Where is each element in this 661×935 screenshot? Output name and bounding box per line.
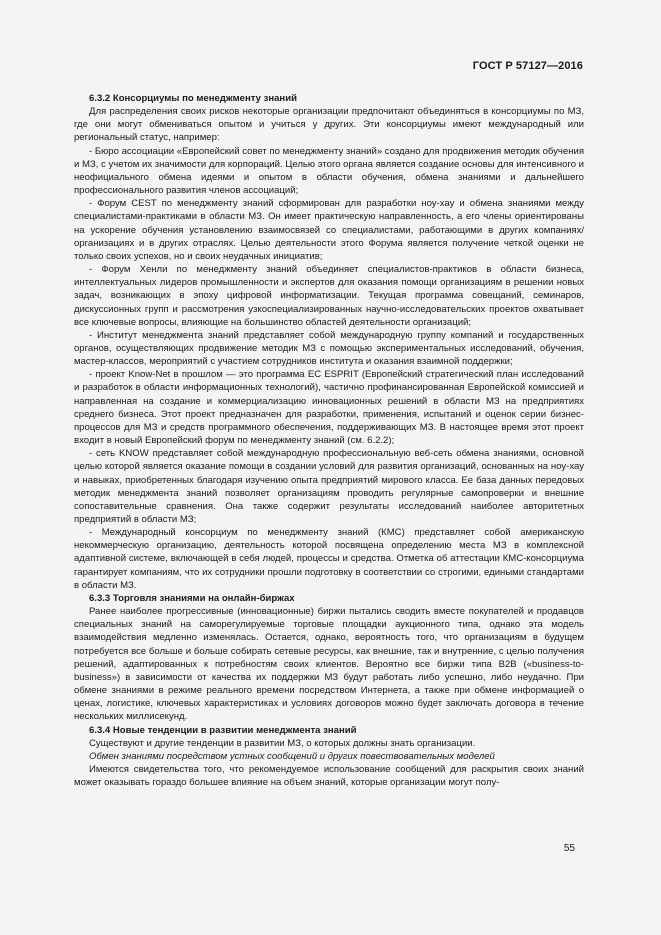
paragraph: Ранее наиболее прогрессивные (инновационные) биржи пытались сводить вместе покупателей и продавцов специальных знаний на саморегулируемые торговые площадки аукционного типа, однако эта модель взаимодействия медленно изменялась. Остается, однако, вероятность того, что организациям в будущем потребуется все больше и больше собирать сетевые ресурсы, как внешние, так и внутренние, с целью получения решений, адаптированных к потребностям своих клиентов. Вероятно все биржи типа B2B («business-to-business») в зависимости от качества их поддержки МЗ будут работать либо успешно, либо неудачно. При обмене знаниями в режиме реального времени посредством Интернета, а также при обмене информацией о ценах, логистике, ключевых характеристиках и условиях договоров можно будет заключать договора в течение нескольких миллисекунд.	[74, 606, 584, 723]
italic-subheading: Обмен знаниями посредством устных сообщений и других повествовательных моделей	[89, 750, 495, 762]
page-number: 55	[563, 843, 575, 854]
paragraph: Для распределения своих рисков некоторые организации предпочитают объединяться в консорциумы по МЗ, где они могут обмениваться опытом и учиться у других. Эти консорциумы имеют международный или региональный статус, например:	[74, 106, 584, 144]
paragraph: - Форум Хенли по менеджменту знаний объединяет специалистов-практиков в области бизнеса, интеллектуальных лидеров промышленности и экспертов для оказания помощи организациям в решении новых задач, возникающих в эпоху цифровой информатизации. Текущая программа совещаний, семинаров, дискуссионных групп и рассмотрения узкоспециализированных научно-исследовательских проектов охватывает все ключевые вопросы, влияющие на большинство областей деятельности организаций;	[74, 264, 584, 328]
paragraph: - Институт менеджмента знаний представляет собой международную группу компаний и государственных органов, осуществляющих продвижение методик МЗ с помощью экспериментальных исследований, обучения, мастер-классов, мероприятий с участием сотрудников института и оказания взаимной поддержки;	[74, 329, 584, 368]
paragraph: - Форум CEST по менеджменту знаний сформирован для разработки ноу-хау и обмена знаниями между специалистами-практиками в области МЗ. Он имеет практическую направленность, а его члены ориентированы на ускорение обучения установлению взаимосвязей со специалистами, работающими в других компаниях/организациях и в других отраслях. Целью деятельности этого Форума является получение четкой оценки не только своих успехов, но и своих неудачных инициатив;	[74, 198, 584, 262]
paragraph: Существуют и другие тенденции в развитии МЗ, о которых должны знать организации.	[89, 737, 476, 749]
paragraph: - Международный консорциум по менеджменту знаний (КМС) представляет собой американскую некоммерческую организацию, деятельность которой посвящена определению места МЗ в комплексной адаптивной системе, включающей в себя людей, процессы и средства. Отметка об аттестации КМС-консорциума гарантирует компаниям, что их сотрудники прошли подготовку в соответствии со строгими, едиными стандартами в области МЗ.	[74, 527, 584, 591]
document-header: ГОСТ Р 57127—2016	[472, 60, 583, 72]
section-heading: 6.3.3 Торговля знаниями на онлайн-биржах	[89, 592, 295, 604]
section-heading: 6.3.2 Консорциумы по менеджменту знаний	[89, 93, 297, 104]
paragraph: - Бюро ассоциации «Европейский совет по менеджменту знаний» создано для продвижения методик обучения и МЗ, с учетом их значимости для корпораций. Целью этого органа является создание основы для интенсивного и неофициального обмена идеями и опытом в области обучения, обмена знаниями и дальнейшего профессионального развития членов ассоциаций;	[74, 145, 584, 197]
document-body	[74, 92, 584, 789]
section-heading: 6.3.4 Новые тенденции в развитии менеджмента знаний	[89, 724, 357, 736]
paragraph: Имеются свидетельства того, что рекомендуемое использование сообщений для раскрытия своих знаний может оказывать гораздо большее влияние на объем знаний, которые организации могут полу-	[74, 763, 584, 789]
paragraph: - проект Know-Net в прошлом — это программа ЕС ESPRIT (Европейский стратегический план исследований и разработок в области информационных технологий), частично профинансированная Европейской комиссией и направленная на создание и коммерциализацию инновационных решений в области МЗ на предприятиях среднего бизнеса. Этот проект предназначен для разработки, применения, испытаний и оценок серии бизнес-процессов для МЗ и средств программного обеспечения, поддерживающих МЗ. В настоящее время этот проект входит в новый Европейский форум по менеджменту знаний (см. 6.2.2);	[74, 369, 584, 447]
paragraph: - сеть KNOW представляет собой международную профессиональную веб-сеть обмена знаниями, основной целью которой является оказание помощи в создании условий для развития организаций, основанных на ноу-хау и навыках, приобретенных благодаря изучению опыта предприятий мирового класса. Ее база данных передовых методик менеджмента знаний позволяет организациям проводить регулярные самопроверки и внешние сопоставительные сравнения. Она также содержит результаты исследований наиболее авторитетных предприятий в области МЗ;	[74, 448, 584, 525]
